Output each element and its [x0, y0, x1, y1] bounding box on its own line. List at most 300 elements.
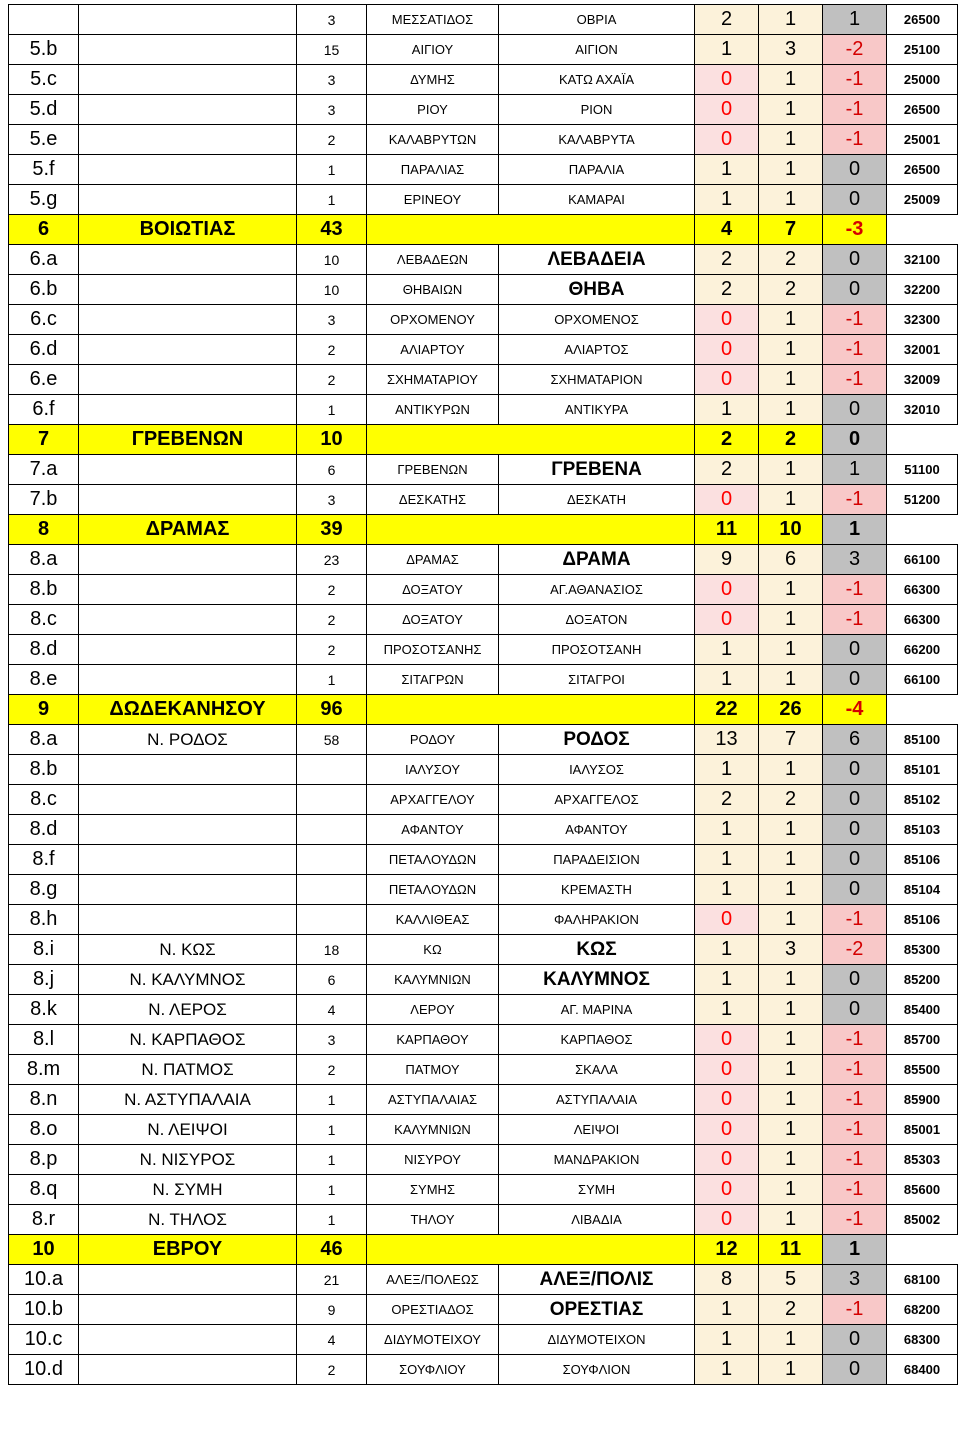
locality-cell: ΡΟΔΟΣ	[499, 725, 695, 755]
locality-cell: ΣΙΤΑΓΡΟΙ	[499, 665, 695, 695]
locality-cell: ΟΡΧΟΜΕΝΟΣ	[499, 305, 695, 335]
row-index: 8	[9, 515, 79, 545]
locality-cell: ΟΡΕΣΤΙΑΣ	[499, 1295, 695, 1325]
municipality-cell: ΠΑΤΜΟΥ	[367, 1055, 499, 1085]
postal-code-cell: 85900	[887, 1085, 958, 1115]
table-row	[9, 35, 958, 65]
municipality-cell: ΠΕΤΑΛΟΥΔΩΝ	[367, 845, 499, 875]
value-1-cell: 1	[695, 1295, 759, 1325]
value-2-cell: 1	[759, 1115, 823, 1145]
count-cell	[297, 815, 367, 845]
count-cell: 1	[297, 1145, 367, 1175]
region-name	[79, 455, 297, 485]
row-index: 10.d	[9, 1355, 79, 1385]
group-spacer	[367, 1235, 695, 1265]
diff-cell: 1	[823, 1235, 887, 1265]
diff-cell: -1	[823, 1055, 887, 1085]
value-1-cell: 1	[695, 935, 759, 965]
municipality-cell: ΛΕΒΑΔΕΩΝ	[367, 245, 499, 275]
count-cell: 3	[297, 1025, 367, 1055]
locality-cell: ΠΡΟΣΟΤΣΑΝΗ	[499, 635, 695, 665]
region-name: Ν. ΚΑΛΥΜΝΟΣ	[79, 965, 297, 995]
value-2-cell: 1	[759, 875, 823, 905]
municipality-cell: ΑΛΕΞ/ΠΟΛΕΩΣ	[367, 1265, 499, 1295]
row-index: 8.d	[9, 635, 79, 665]
locality-cell: ΚΑΛΑΒΡΥΤΑ	[499, 125, 695, 155]
value-1-cell: 0	[695, 485, 759, 515]
municipality-cell: ΡΙΟΥ	[367, 95, 499, 125]
table-row	[9, 485, 958, 515]
count-cell: 1	[297, 185, 367, 215]
municipality-cell: ΔΡΑΜΑΣ	[367, 545, 499, 575]
municipality-cell: ΑΣΤΥΠΑΛΑΙΑΣ	[367, 1085, 499, 1115]
region-name: ΕΒΡΟΥ	[79, 1235, 297, 1265]
municipality-cell: ΑΛΙΑΡΤΟΥ	[367, 335, 499, 365]
diff-cell: 0	[823, 1355, 887, 1385]
value-1-cell: 0	[695, 1145, 759, 1175]
value-2-cell: 1	[759, 1085, 823, 1115]
value-1-cell: 1	[695, 995, 759, 1025]
row-index: 8.c	[9, 605, 79, 635]
locality-cell: ΡΙΟΝ	[499, 95, 695, 125]
table-row	[9, 665, 958, 695]
region-name	[79, 785, 297, 815]
region-name	[79, 65, 297, 95]
table-row	[9, 1025, 958, 1055]
municipality-cell: ΔΥΜΗΣ	[367, 65, 499, 95]
diff-cell: 0	[823, 845, 887, 875]
postal-code-cell: 85104	[887, 875, 958, 905]
diff-cell: -2	[823, 35, 887, 65]
municipality-cell: ΑΙΓΙΟΥ	[367, 35, 499, 65]
diff-cell: 0	[823, 995, 887, 1025]
diff-cell: 0	[823, 1325, 887, 1355]
count-cell: 6	[297, 455, 367, 485]
table-row	[9, 95, 958, 125]
postal-code-cell: 66100	[887, 665, 958, 695]
value-2-cell: 11	[759, 1235, 823, 1265]
count-cell: 3	[297, 485, 367, 515]
value-1-cell: 0	[695, 1055, 759, 1085]
region-name: ΓΡΕΒΕΝΩΝ	[79, 425, 297, 455]
locality-cell: ΚΡΕΜΑΣΤΗ	[499, 875, 695, 905]
count-cell: 2	[297, 635, 367, 665]
locality-cell: ΔΟΞΑΤΟΝ	[499, 605, 695, 635]
locality-cell: ΛΙΒΑΔΙΑ	[499, 1205, 695, 1235]
table-row	[9, 1355, 958, 1385]
value-2-cell: 7	[759, 725, 823, 755]
empty-cell	[887, 215, 958, 245]
count-cell	[297, 755, 367, 785]
diff-cell: 0	[823, 635, 887, 665]
table-row	[9, 125, 958, 155]
value-2-cell: 1	[759, 65, 823, 95]
count-cell: 1	[297, 1115, 367, 1145]
value-2-cell: 1	[759, 995, 823, 1025]
table-row	[9, 1115, 958, 1145]
value-2-cell: 1	[759, 965, 823, 995]
region-name	[79, 155, 297, 185]
row-index: 5.b	[9, 35, 79, 65]
municipality-cell: ΣΥΜΗΣ	[367, 1175, 499, 1205]
row-index: 8.h	[9, 905, 79, 935]
locality-cell: ΔΙΔΥΜΟΤΕΙΧΟΝ	[499, 1325, 695, 1355]
table-row	[9, 335, 958, 365]
table-row	[9, 1175, 958, 1205]
count-cell: 18	[297, 935, 367, 965]
municipality-cell: ΤΗΛΟΥ	[367, 1205, 499, 1235]
row-index: 9	[9, 695, 79, 725]
locality-cell: ΔΕΣΚΑΤΗ	[499, 485, 695, 515]
municipality-cell: ΔΕΣΚΑΤΗΣ	[367, 485, 499, 515]
municipality-cell: ΜΕΣΣΑΤΙΔΟΣ	[367, 5, 499, 35]
count-cell: 2	[297, 1355, 367, 1385]
value-2-cell: 1	[759, 185, 823, 215]
municipality-cell: ΚΑΡΠΑΘΟΥ	[367, 1025, 499, 1055]
region-name	[79, 485, 297, 515]
value-2-cell: 2	[759, 1295, 823, 1325]
municipality-cell: ΠΕΤΑΛΟΥΔΩΝ	[367, 875, 499, 905]
row-index: 8.p	[9, 1145, 79, 1175]
row-index: 5.d	[9, 95, 79, 125]
count-cell: 23	[297, 545, 367, 575]
count-cell: 1	[297, 1205, 367, 1235]
count-cell: 39	[297, 515, 367, 545]
postal-code-cell: 51200	[887, 485, 958, 515]
diff-cell: 0	[823, 275, 887, 305]
group-row	[9, 515, 958, 545]
table-row	[9, 845, 958, 875]
value-1-cell: 2	[695, 785, 759, 815]
postal-code-cell: 32300	[887, 305, 958, 335]
municipality-cell: ΣΧΗΜΑΤΑΡΙΟΥ	[367, 365, 499, 395]
locality-cell: ΜΑΝΔΡΑΚΙΟΝ	[499, 1145, 695, 1175]
count-cell: 15	[297, 35, 367, 65]
value-2-cell: 7	[759, 215, 823, 245]
postal-code-cell: 85200	[887, 965, 958, 995]
locality-cell: ΛΕΙΨΟΙ	[499, 1115, 695, 1145]
row-index: 8.d	[9, 815, 79, 845]
value-2-cell: 1	[759, 305, 823, 335]
region-name	[79, 605, 297, 635]
postal-code-cell: 85102	[887, 785, 958, 815]
region-name	[79, 905, 297, 935]
value-1-cell: 0	[695, 575, 759, 605]
region-name: Ν. ΚΩΣ	[79, 935, 297, 965]
diff-cell: -1	[823, 1295, 887, 1325]
diff-cell: 0	[823, 395, 887, 425]
value-2-cell: 1	[759, 5, 823, 35]
diff-cell: -1	[823, 65, 887, 95]
municipality-cell: ΔΟΞΑΤΟΥ	[367, 605, 499, 635]
postal-code-cell: 68200	[887, 1295, 958, 1325]
row-index: 8.b	[9, 755, 79, 785]
row-index: 8.r	[9, 1205, 79, 1235]
count-cell: 3	[297, 65, 367, 95]
value-1-cell: 11	[695, 515, 759, 545]
table-body	[9, 5, 958, 1385]
region-name	[79, 5, 297, 35]
table-row	[9, 995, 958, 1025]
postal-code-cell: 85303	[887, 1145, 958, 1175]
value-2-cell: 3	[759, 935, 823, 965]
row-index: 8.q	[9, 1175, 79, 1205]
region-name: Ν. ΑΣΤΥΠΑΛΑΙΑ	[79, 1085, 297, 1115]
region-name	[79, 665, 297, 695]
group-row	[9, 695, 958, 725]
value-2-cell: 3	[759, 35, 823, 65]
diff-cell: -3	[823, 215, 887, 245]
value-1-cell: 0	[695, 1115, 759, 1145]
diff-cell: 0	[823, 755, 887, 785]
diff-cell: -1	[823, 95, 887, 125]
locality-cell: ΚΩΣ	[499, 935, 695, 965]
locality-cell: ΙΑΛΥΣΟΣ	[499, 755, 695, 785]
value-2-cell: 1	[759, 1175, 823, 1205]
value-1-cell: 0	[695, 95, 759, 125]
postal-code-cell: 85500	[887, 1055, 958, 1085]
locality-cell: ΦΑΛΗΡΑΚΙΟΝ	[499, 905, 695, 935]
locality-cell: ΑΛΙΑΡΤΟΣ	[499, 335, 695, 365]
municipality-cell: ΣΟΥΦΛΙΟΥ	[367, 1355, 499, 1385]
municipality-cell: ΓΡΕΒΕΝΩΝ	[367, 455, 499, 485]
region-name: ΔΩΔΕΚΑΝΗΣΟΥ	[79, 695, 297, 725]
diff-cell: 0	[823, 785, 887, 815]
locality-cell: ΔΡΑΜΑ	[499, 545, 695, 575]
value-2-cell: 1	[759, 665, 823, 695]
diff-cell: 0	[823, 965, 887, 995]
municipality-cell: ΚΩ	[367, 935, 499, 965]
value-1-cell: 0	[695, 305, 759, 335]
municipality-cell: ΔΙΔΥΜΟΤΕΙΧΟΥ	[367, 1325, 499, 1355]
region-name	[79, 1355, 297, 1385]
municipality-cell: ΚΑΛΥΜΝΙΩΝ	[367, 1115, 499, 1145]
value-2-cell: 1	[759, 605, 823, 635]
locality-cell: ΣΟΥΦΛΙΟΝ	[499, 1355, 695, 1385]
value-1-cell: 1	[695, 845, 759, 875]
diff-cell: 0	[823, 875, 887, 905]
count-cell: 46	[297, 1235, 367, 1265]
count-cell: 4	[297, 995, 367, 1025]
group-row	[9, 1235, 958, 1265]
region-name	[79, 395, 297, 425]
value-2-cell: 26	[759, 695, 823, 725]
results-table	[8, 4, 958, 1385]
diff-cell: -4	[823, 695, 887, 725]
value-2-cell: 1	[759, 95, 823, 125]
postal-code-cell: 85002	[887, 1205, 958, 1235]
value-1-cell: 1	[695, 965, 759, 995]
table-row	[9, 455, 958, 485]
table-row	[9, 905, 958, 935]
region-name: ΔΡΑΜΑΣ	[79, 515, 297, 545]
municipality-cell: ΠΡΟΣΟΤΣΑΝΗΣ	[367, 635, 499, 665]
municipality-cell: ΡΟΔΟΥ	[367, 725, 499, 755]
count-cell: 1	[297, 155, 367, 185]
region-name: Ν. ΤΗΛΟΣ	[79, 1205, 297, 1235]
region-name	[79, 35, 297, 65]
table-row	[9, 785, 958, 815]
municipality-cell: ΠΑΡΑΛΙΑΣ	[367, 155, 499, 185]
region-name	[79, 1265, 297, 1295]
postal-code-cell: 85106	[887, 845, 958, 875]
diff-cell: 0	[823, 665, 887, 695]
region-name	[79, 875, 297, 905]
region-name: Ν. ΝΙΣΥΡΟΣ	[79, 1145, 297, 1175]
region-name	[79, 1325, 297, 1355]
postal-code-cell: 68100	[887, 1265, 958, 1295]
row-index: 8.f	[9, 845, 79, 875]
count-cell: 9	[297, 1295, 367, 1325]
count-cell: 10	[297, 245, 367, 275]
row-index: 8.k	[9, 995, 79, 1025]
table-row	[9, 245, 958, 275]
locality-cell: ΛΕΒΑΔΕΙΑ	[499, 245, 695, 275]
locality-cell: ΟΒΡΙΑ	[499, 5, 695, 35]
locality-cell: ΑΙΓΙΟΝ	[499, 35, 695, 65]
row-index: 8.l	[9, 1025, 79, 1055]
value-2-cell: 1	[759, 455, 823, 485]
table-row	[9, 5, 958, 35]
value-2-cell: 1	[759, 125, 823, 155]
row-index: 8.m	[9, 1055, 79, 1085]
diff-cell: 0	[823, 245, 887, 275]
value-2-cell: 1	[759, 1205, 823, 1235]
locality-cell: ΚΑΜΑΡΑΙ	[499, 185, 695, 215]
value-2-cell: 1	[759, 575, 823, 605]
postal-code-cell: 66100	[887, 545, 958, 575]
table-row	[9, 575, 958, 605]
row-index: 6.b	[9, 275, 79, 305]
region-name	[79, 755, 297, 785]
value-1-cell: 0	[695, 905, 759, 935]
locality-cell: ΠΑΡΑΛΙΑ	[499, 155, 695, 185]
locality-cell: ΑΓ.ΑΘΑΝΑΣΙΟΣ	[499, 575, 695, 605]
row-index: 10.a	[9, 1265, 79, 1295]
group-row	[9, 215, 958, 245]
row-index: 8.a	[9, 545, 79, 575]
count-cell: 2	[297, 1055, 367, 1085]
postal-code-cell: 32009	[887, 365, 958, 395]
postal-code-cell: 32100	[887, 245, 958, 275]
value-1-cell: 2	[695, 455, 759, 485]
value-2-cell: 6	[759, 545, 823, 575]
row-index: 8.n	[9, 1085, 79, 1115]
value-2-cell: 1	[759, 845, 823, 875]
count-cell	[297, 875, 367, 905]
count-cell	[297, 785, 367, 815]
table-row	[9, 965, 958, 995]
value-1-cell: 9	[695, 545, 759, 575]
diff-cell: 3	[823, 1265, 887, 1295]
count-cell: 1	[297, 665, 367, 695]
count-cell	[297, 845, 367, 875]
count-cell: 3	[297, 305, 367, 335]
row-index: 6.e	[9, 365, 79, 395]
municipality-cell: ΙΑΛΥΣΟΥ	[367, 755, 499, 785]
row-index: 5.g	[9, 185, 79, 215]
row-index: 6.d	[9, 335, 79, 365]
row-index: 5.c	[9, 65, 79, 95]
empty-cell	[887, 695, 958, 725]
row-index: 6	[9, 215, 79, 245]
municipality-cell: ΑΦΑΝΤΟΥ	[367, 815, 499, 845]
locality-cell: ΑΝΤΙΚΥΡΑ	[499, 395, 695, 425]
table-row	[9, 935, 958, 965]
value-2-cell: 5	[759, 1265, 823, 1295]
count-cell: 6	[297, 965, 367, 995]
value-1-cell: 0	[695, 1025, 759, 1055]
postal-code-cell: 85103	[887, 815, 958, 845]
locality-cell: ΑΓ. ΜΑΡΙΝΑ	[499, 995, 695, 1025]
value-2-cell: 1	[759, 485, 823, 515]
postal-code-cell: 25000	[887, 65, 958, 95]
count-cell: 1	[297, 395, 367, 425]
postal-code-cell: 85106	[887, 905, 958, 935]
group-row	[9, 425, 958, 455]
value-1-cell: 0	[695, 1085, 759, 1115]
value-1-cell: 1	[695, 185, 759, 215]
row-index: 8.a	[9, 725, 79, 755]
diff-cell: 0	[823, 155, 887, 185]
value-1-cell: 0	[695, 65, 759, 95]
table-row	[9, 545, 958, 575]
region-name: Ν. ΚΑΡΠΑΘΟΣ	[79, 1025, 297, 1055]
row-index	[9, 5, 79, 35]
diff-cell: -1	[823, 305, 887, 335]
diff-cell: 1	[823, 515, 887, 545]
row-index: 7.b	[9, 485, 79, 515]
value-2-cell: 1	[759, 155, 823, 185]
row-index: 8.i	[9, 935, 79, 965]
region-name	[79, 545, 297, 575]
locality-cell: ΑΛΕΞ/ΠΟΛΙΣ	[499, 1265, 695, 1295]
postal-code-cell: 25001	[887, 125, 958, 155]
value-1-cell: 1	[695, 1355, 759, 1385]
diff-cell: 3	[823, 545, 887, 575]
value-1-cell: 0	[695, 125, 759, 155]
value-2-cell: 1	[759, 755, 823, 785]
value-1-cell: 2	[695, 425, 759, 455]
empty-cell	[887, 425, 958, 455]
postal-code-cell: 66300	[887, 575, 958, 605]
table-row	[9, 275, 958, 305]
value-2-cell: 1	[759, 1145, 823, 1175]
postal-code-cell: 68400	[887, 1355, 958, 1385]
value-2-cell: 1	[759, 815, 823, 845]
value-2-cell: 10	[759, 515, 823, 545]
municipality-cell: ΘΗΒΑΙΩΝ	[367, 275, 499, 305]
postal-code-cell: 85001	[887, 1115, 958, 1145]
postal-code-cell: 32001	[887, 335, 958, 365]
postal-code-cell: 85300	[887, 935, 958, 965]
municipality-cell: ΑΝΤΙΚΥΡΩΝ	[367, 395, 499, 425]
value-2-cell: 1	[759, 365, 823, 395]
municipality-cell: ΚΑΛΑΒΡΥΤΩΝ	[367, 125, 499, 155]
value-2-cell: 1	[759, 1025, 823, 1055]
group-spacer	[367, 425, 695, 455]
value-2-cell: 2	[759, 425, 823, 455]
value-2-cell: 2	[759, 785, 823, 815]
diff-cell: -1	[823, 1145, 887, 1175]
region-name	[79, 635, 297, 665]
row-index: 8.c	[9, 785, 79, 815]
value-2-cell: 1	[759, 335, 823, 365]
count-cell: 43	[297, 215, 367, 245]
table-row	[9, 1265, 958, 1295]
value-1-cell: 2	[695, 245, 759, 275]
table-row	[9, 65, 958, 95]
